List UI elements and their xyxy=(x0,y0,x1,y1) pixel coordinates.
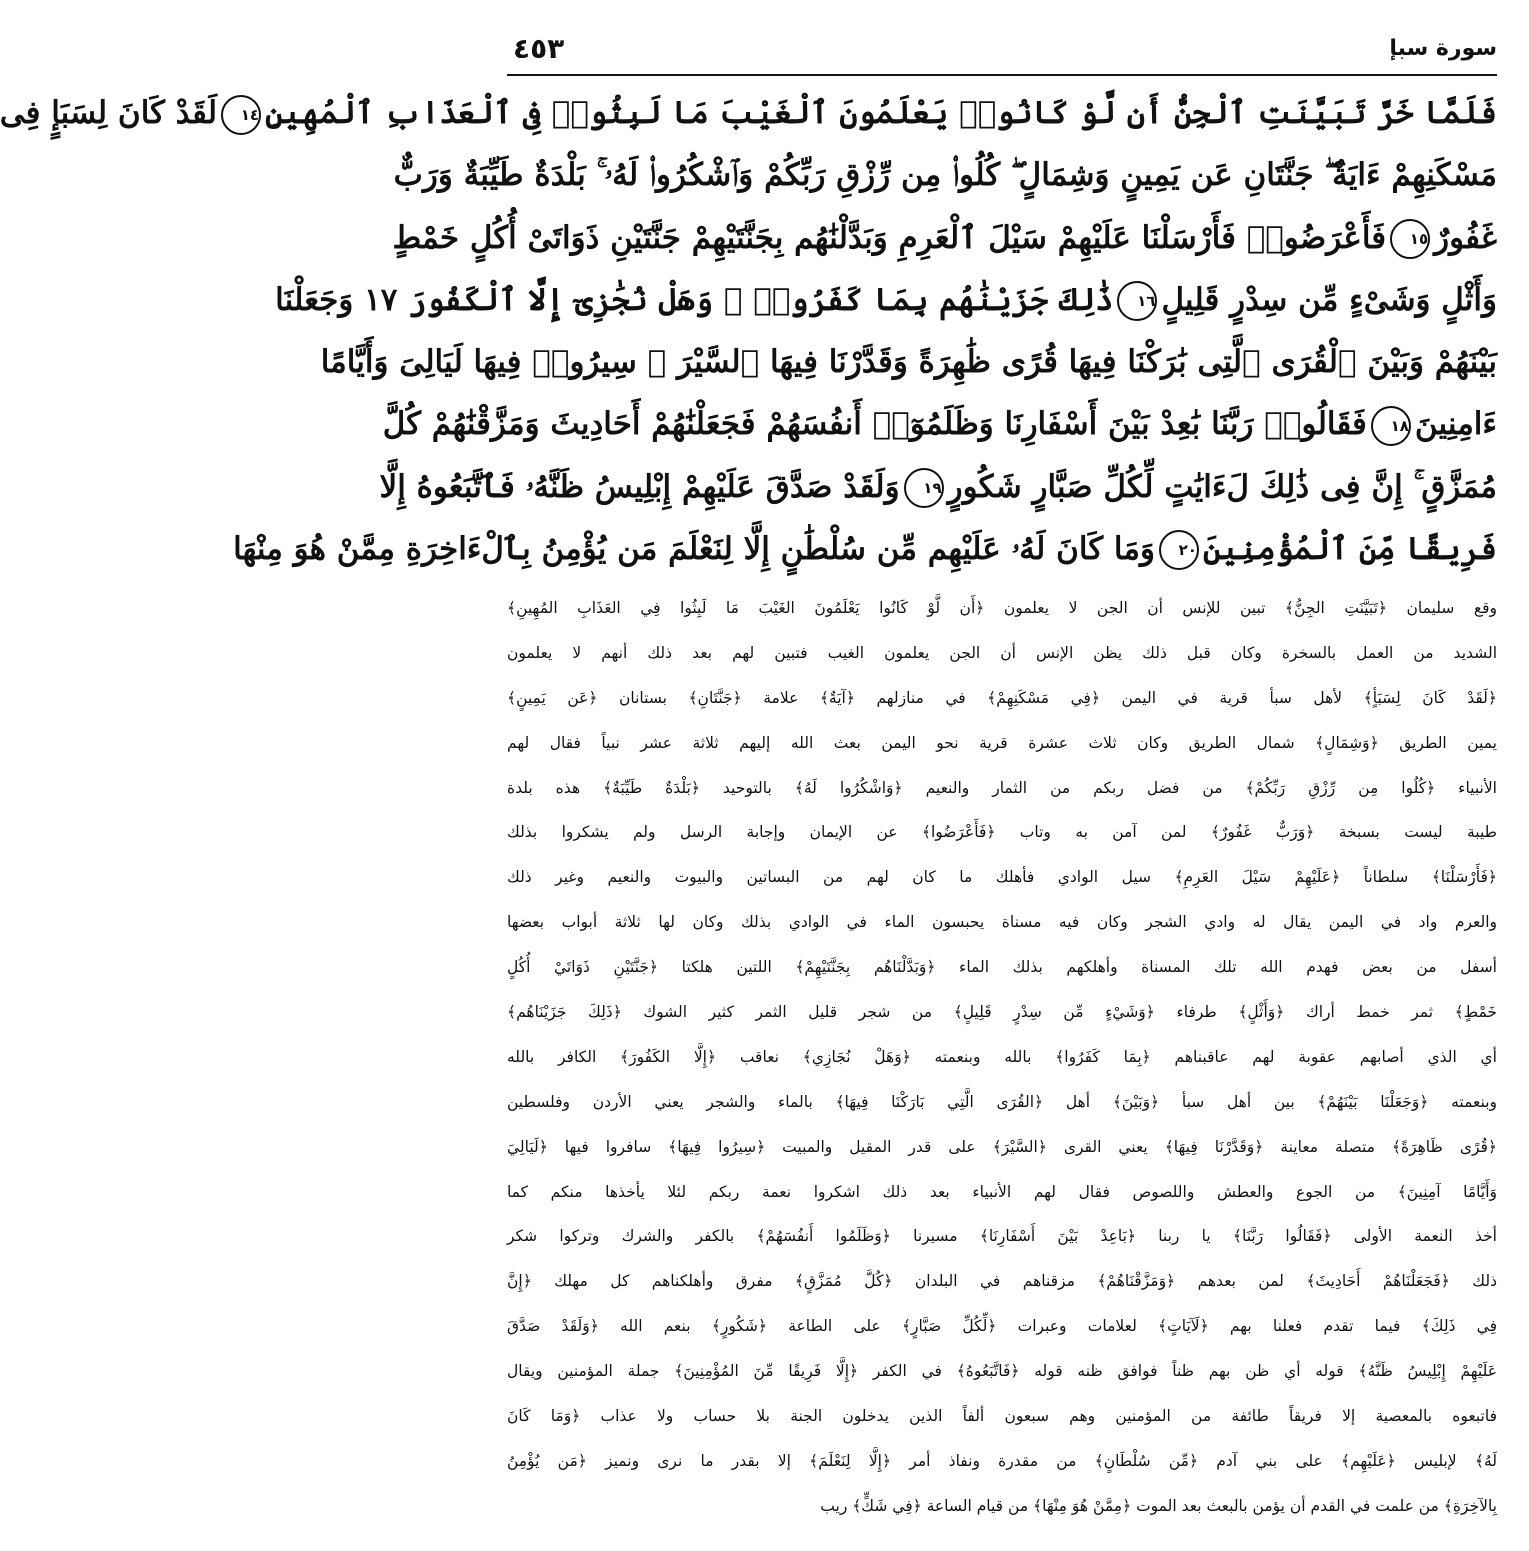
tafsir-line: أخذ النعمة الأولى ﴿فَقَالُوا رَبَّنَا﴾ يا ربنا ﴿بَاعِدْ بَيْنَ أَسْفَارِنَا﴾ مسيرنا ﴿وَظَلَمُوا أَنفُسَهُمْ﴾ بالكفر والشرك وتركوا شكر xyxy=(507,1227,1497,1246)
tafsir-line: ﴿قُرًى ظَاهِرَةً﴾ متصلة معاينة ﴿وَقَدَّرْنَا فِيهَا﴾ يعني القرى ﴿السَّيْرَ﴾ على قدر المقيل والمبيت ﴿سِيرُوا فِيهَا﴾ سافروا فيها ﴿لَيَالِيَ xyxy=(507,1137,1497,1156)
quran-line-text: مَسْكَنِهِمْ ءَايَةٌ ۖ جَنَّتَانِ عَن يَمِينٍ وَشِمَالٍ ۖ كُلُوا۟ مِن رِّزْقِ رَبِّكُمْ وَٱشْكُرُوا۟ لَهُۥ ۚ بَلْدَةٌ طَيِّبَةٌ وَرَبٌّ xyxy=(393,157,1497,194)
quran-line-text: لَقَدْ كَانَ لِسَبَإٍ فِى xyxy=(0,95,218,131)
quran-line-text: وَلَقَدْ صَدَّقَ عَلَيْهِمْ إِبْلِيسُ ظَنَّهُۥ فَٱتَّبَعُوهُ إِلَّا xyxy=(379,468,900,505)
tafsir-line: أي الذي أصابهم عقوبة لهم عاقبناهم ﴿بِمَا كَفَرُوا﴾ بالله وبنعمته ﴿وَهَلْ نُجَازِي﴾ نعاقب ﴿إِلَّا الكَفُورَ﴾ الكافر بالله xyxy=(507,1047,1497,1066)
quran-line-text: فَأَعْرَضُوا۟ فَأَرْسَلْنَا عَلَيْهِمْ سَيْلَ ٱلْعَرِمِ وَبَدَّلْنَٰهُم بِجَنَّتَيْهِمْ جَنَّتَيْنِ ذَوَاتَىْ أُكُلٍ خَمْطٍ xyxy=(392,219,1387,256)
tafsir-line: فِي ذَلِكَ﴾ فيما تقدم فعلنا بهم ﴿لَآيَاتٍ﴾ لعلامات وعبرات ﴿لِّكُلِّ صَبَّارٍ﴾ على الطاعة ﴿شَكُورٍ﴾ بنعم الله ﴿وَلَقَدْ صَدَّقَ xyxy=(507,1317,1497,1336)
quran-line xyxy=(379,460,1497,514)
tafsir-line: خَمْطٍ﴾ ثمر خمط أراك ﴿وَأَثْلٍ﴾ طرفاء ﴿وَشَيْءٍ مِّن سِدْرٍ قَلِيلٍ﴾ من شجر قليل الثمر كثير الشوك ﴿ذَلِكَ جَزَيْنَاهُم﴾ xyxy=(507,1003,1497,1022)
ayah-number-marker: ١٨ xyxy=(1371,406,1411,446)
quran-line-text: ذَٰلِكَ جَزَيْنَٰهُم بِمَا كَفَرُوا۟ ۖ وَهَلْ نُجَٰزِىٓ إِلَّا ٱلْكَفُورَ ١٧ وَجَعَلْنَا xyxy=(275,281,1114,318)
quran-line-text: ءَامِنِينَ xyxy=(1414,406,1497,443)
quran-line-text: غَفُورٌ xyxy=(1434,219,1497,256)
tafsir-line: بِالآخِرَةِ﴾ من علمت في القدم أن يؤمن بالبعث بعد الموت ﴿مِمَّنْ هُوَ مِنْهَا﴾ من قيام الساعة ﴿فِي شَكٍّ﴾ ريب xyxy=(820,1496,1497,1515)
tafsir-line: والعرم واد في اليمن يقال له وادي الشجر وكان فيه مسناة يحبسون الماء في الوادي بذلك وكان لها ثلاثة أبواب بعضها xyxy=(507,913,1497,932)
surah-name: سورة سبإ xyxy=(1389,36,1497,61)
tafsir-line: وبنعمته ﴿وَجَعَلْنَا بَيْنَهُمْ﴾ بين أهل سبأ ﴿وَبَيْنَ﴾ أهل ﴿القُرَى الَّتِي بَارَكْنَا فِيهَا﴾ بالماء والشجر يعني الأردن وفلسطين xyxy=(507,1092,1497,1111)
tafsir-line: ﴿فَأَرْسَلْنَا﴾ سلطاناً ﴿عَلَيْهِمْ سَيْلَ العَرِمِ﴾ سيل الوادي فأهلك ما كان لهم من البساتين والبيوت والنعيم وغير ذلك xyxy=(507,868,1497,887)
quran-line xyxy=(382,397,1497,451)
ayah-number-marker: ٢٠ xyxy=(1159,530,1199,570)
page-number: ٤٥٣ xyxy=(513,32,565,65)
ayah-number-marker: ١٩ xyxy=(904,468,944,508)
tafsir-line: أسفل من بعض فهدم الله تلك المسناة وأهلكهم بذلك الماء ﴿وَبَدَّلْنَاهُم بِجَنَّتَيْهِمْ﴾ اللتين هلكتا ﴿جَنَّتَيْنِ ذَوَاتَيْ أُكُلٍ xyxy=(507,958,1497,977)
tafsir-line: عَلَيْهِمْ إِبْلِيسُ ظَنَّهُ﴾ قوله أي ظن بهم ظناً فوافق ظنه قوله ﴿فَاتَّبَعُوهُ﴾ في الكفر ﴿إِلَّا فَرِيقًا مِّنَ المُؤْمِنِينَ﴾ جملة المؤمنين ويقال xyxy=(507,1362,1497,1381)
page-header xyxy=(507,30,1497,76)
quran-line-text: بَيْنَهُمْ وَبَيْنَ ٱلْقُرَى ٱلَّتِى بَٰرَكْنَا فِيهَا قُرًى ظَٰهِرَةً وَقَدَّرْنَا فِيهَا ٱلسَّيْرَ ۖ سِيرُوا۟ فِيهَا لَيَالِىَ وَأَيَّامًا xyxy=(320,344,1497,381)
quran-line xyxy=(393,148,1497,202)
quran-line-text: فَرِيقًا مِّنَ ٱلْمُؤْمِنِينَ xyxy=(1202,530,1497,567)
quran-line xyxy=(392,211,1497,265)
ayah-number-marker: ١٦ xyxy=(1117,281,1157,321)
quran-line xyxy=(0,86,1497,140)
quran-line-text: وَأَثْلٍ وَشَىْءٍ مِّن سِدْرٍ قَلِيلٍ xyxy=(1161,281,1497,318)
quran-text-block xyxy=(0,86,1497,576)
ayah-number-marker: ١٤ xyxy=(221,95,261,135)
quran-line-text: فَلَمَّا خَرَّ تَبَيَّنَتِ ٱلْجِنُّ أَن لَّوْ كَانُوا۟ يَعْلَمُونَ ٱلْغَيْبَ مَا لَبِثُوا۟ فِى ٱلْعَذَابِ ٱلْمُهِينِ xyxy=(265,95,1497,131)
quran-line xyxy=(275,273,1497,327)
ayah-number-marker: ١٥ xyxy=(1390,219,1430,259)
tafsir-line: وَأَيَّامًا آمِنِينَ﴾ من الجوع والعطش واللصوص فقال لهم الأنبياء بعد ذلك اشكروا نعمة ربكم لئلا يأخذها منكم كما xyxy=(507,1182,1497,1201)
quran-line-text: مُمَزَّقٍ ۚ إِنَّ فِى ذَٰلِكَ لَءَايَٰتٍ لِّكُلِّ صَبَّارٍ شَكُورٍ xyxy=(947,468,1497,505)
quran-line-text: وَمَا كَانَ لَهُۥ عَلَيْهِم مِّن سُلْطَٰنٍ إِلَّا لِنَعْلَمَ مَن يُؤْمِنُ بِٱلْءَاخِرَةِ مِمَّنْ هُوَ مِنْهَا xyxy=(233,530,1155,567)
tafsir-line: ذلك ﴿فَجَعَلْنَاهُمْ أَحَادِيثَ﴾ لمن بعدهم ﴿وَمَزَّقْنَاهُمْ﴾ مزقناهم في البلدان ﴿كُلَّ مُمَزَّقٍ﴾ مفرق وأهلكناهم كل مهلك ﴿إِنَّ xyxy=(507,1272,1497,1291)
tafsir-line: ﴿لَقَدْ كَانَ لِسَبَأٍ﴾ لأهل سبأ قرية في اليمن ﴿فِي مَسْكَنِهِمْ﴾ في منازلهم ﴿آيَةٌ﴾ علامة ﴿جَنَّتَانِ﴾ بستانان ﴿عَن يَمِينٍ﴾ xyxy=(507,688,1497,707)
tafsir-line: وقع سليمان ﴿تَبَيَّنَتِ الجِنُّ﴾ تبين للإنس أن الجن لا يعلمون ﴿أَن لَّوْ كَانُوا يَعْلَمُونَ الغَيْبَ مَا لَبِثُوا فِي العَذَابِ المُهِينِ﴾ xyxy=(507,599,1497,617)
quran-line xyxy=(320,335,1497,389)
tafsir-line: الأنبياء ﴿كُلُوا مِن رِّزْقِ رَبِّكُمْ﴾ من فضل ربكم من الثمار والنعيم ﴿وَاشْكُرُوا لَهُ﴾ بالتوحيد ﴿بَلْدَةٌ طَيِّبَةٌ﴾ هذه بلدة xyxy=(507,778,1497,797)
tafsir-line: طيبة ليست بسبخة ﴿وَرَبٌّ غَفُورٌ﴾ لمن آمن به وتاب ﴿فَأَعْرَضُوا﴾ عن الإيمان وإجابة الرسل ولم يشكروا بذلك xyxy=(507,823,1497,842)
quran-line xyxy=(233,522,1497,576)
tafsir-text-block xyxy=(507,592,1497,1522)
tafsir-line: الشديد من العمل بالسخرة وكان قبل ذلك يظن الإنس أن الجن يعلمون الغيب فتبين لهم بعد ذلك أنهم لا يعلمون xyxy=(507,643,1497,662)
tafsir-line: لَهُ﴾ لإبليس ﴿عَلَيْهِم﴾ على بني آدم ﴿مِّن سُلْطَانٍ﴾ من مقدرة ونفاذ أمر ﴿إِلَّا لِنَعْلَمَ﴾ إلا بقدر ما نرى ونميز ﴿مَن يُؤْمِنُ xyxy=(507,1451,1497,1470)
quran-line-text: فَقَالُوا۟ رَبَّنَا بَٰعِدْ بَيْنَ أَسْفَارِنَا وَظَلَمُوٓا۟ أَنفُسَهُمْ فَجَعَلْنَٰهُمْ أَحَادِيثَ وَمَزَّقْنَٰهُمْ كُلَّ xyxy=(382,406,1367,443)
tafsir-line: يمين الطريق ﴿وَشِمَالٍ﴾ شمال الطريق وكان ثلاث عشرة قرية نحو اليمن بعث الله إليهم ثلاثة عشر نبياً فقال لهم xyxy=(507,733,1497,752)
tafsir-line: فاتبعوه بالمعصية إلا فريقاً طائفة من المؤمنين وهم سبعون ألفاً الذين يدخلون الجنة بلا حساب ولا عذاب ﴿وَمَا كَانَ xyxy=(507,1407,1497,1426)
